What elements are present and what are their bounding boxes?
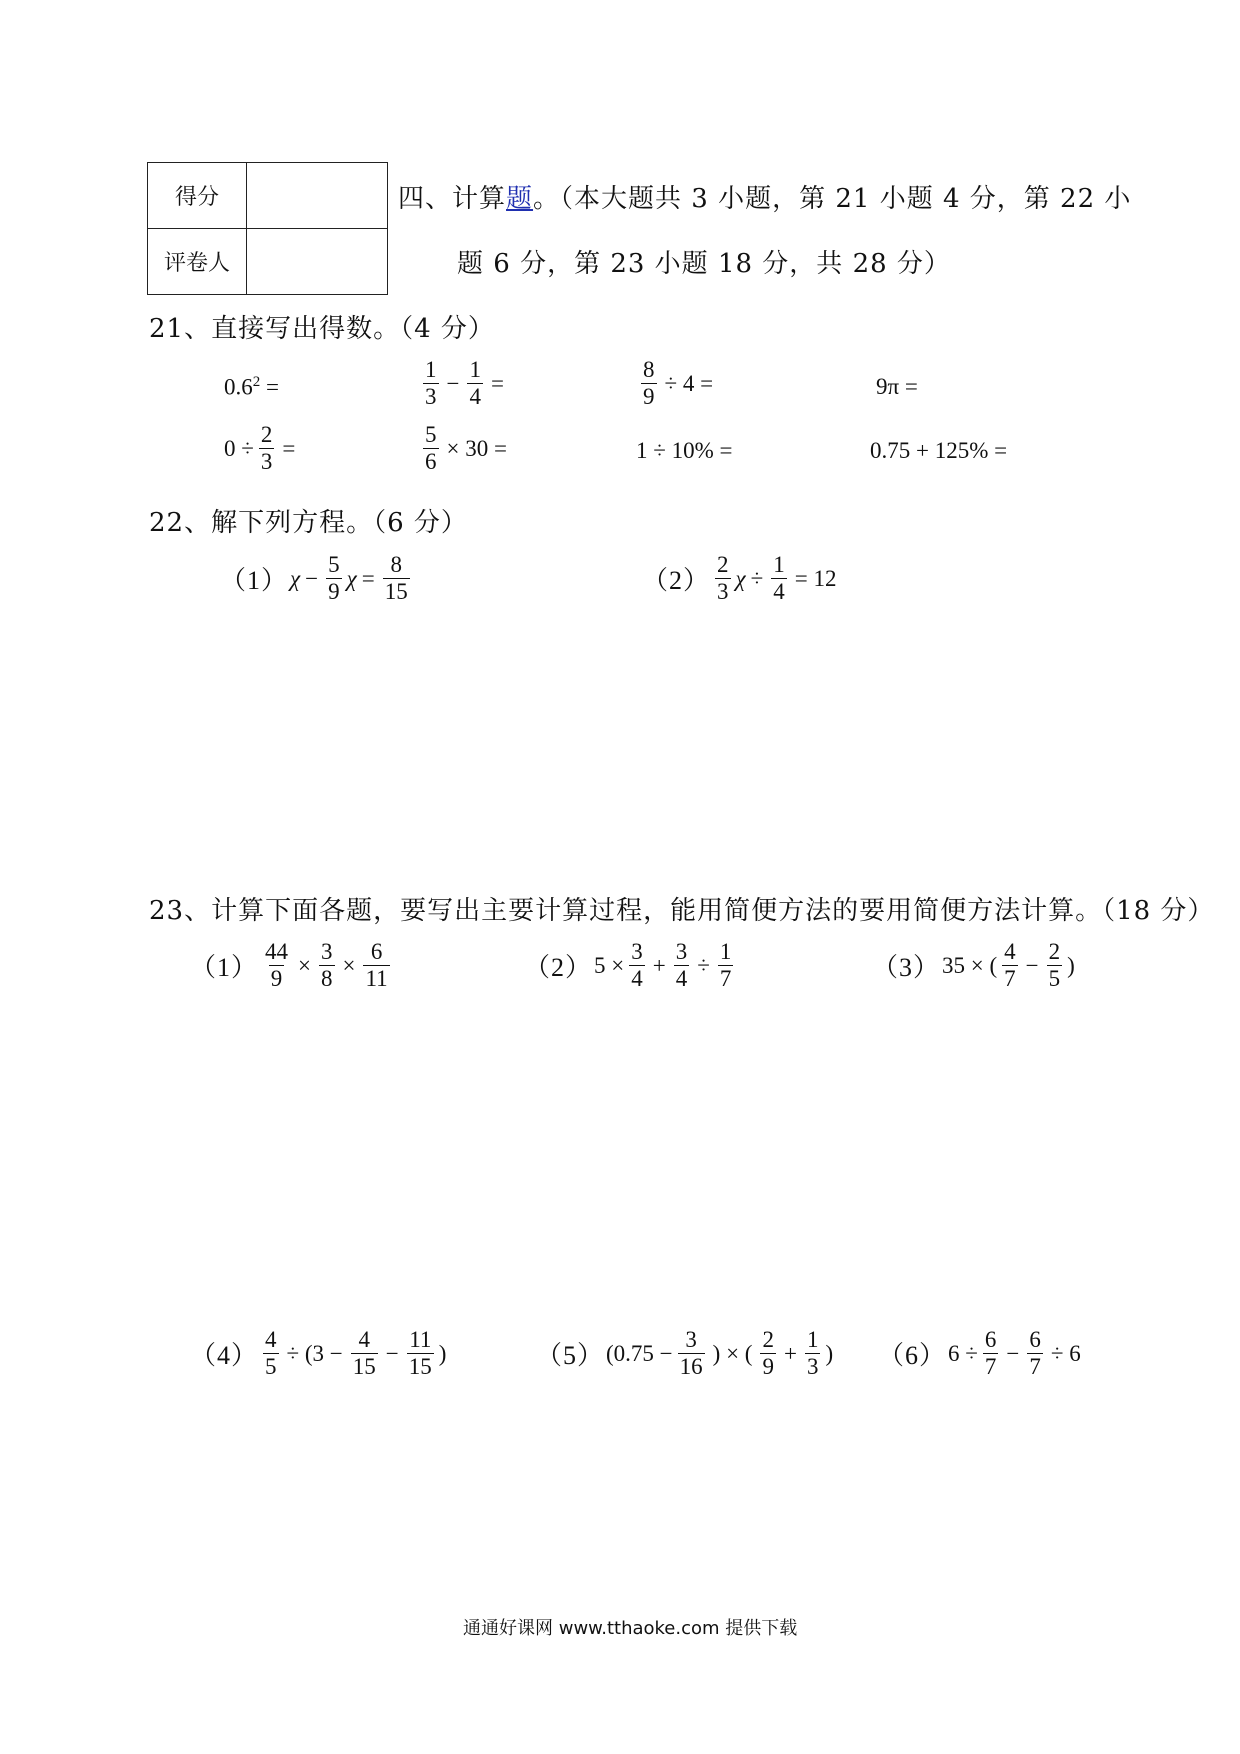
q23-problem-4: （4） $\frac{4}{5}$ ÷ (3 − $\frac{4}{15}$ − $\frac{11}{15}$ ) [190, 1327, 447, 1380]
q21-expr-6: $\frac{5}{6}$ × 30 = [425, 422, 507, 475]
q23-problem-5: （5） (0.75 − $\frac{3}{16}$ ) × ( $\frac{2}{9}$ + $\frac{1}{3}$ ) [536, 1327, 834, 1380]
score-blank-cell[interactable] [247, 163, 388, 229]
grader-blank-cell[interactable] [247, 229, 388, 295]
section-heading-line1 [398, 178, 1131, 215]
score-label: 得分 [148, 163, 247, 229]
q23-problem-3: （3） 35 × ( $\frac{4}{7}$ − $\frac{2}{5}$ ) [872, 939, 1075, 992]
footer-text: 通通好课网 www.tthaoke.com 提供下载 [463, 1618, 798, 1639]
q23-title: 23、计算下面各题，要写出主要计算过程，能用简便方法的要用简便方法计算。（18 分） [149, 896, 1215, 926]
section-heading-prefix: 四、计算 [398, 184, 507, 214]
q21-title: 21、直接写出得数。（4 分） [149, 314, 495, 344]
q23-problem-1: （1） $\frac{44}{9}$ × $\frac{3}{8}$ × $\frac{6}{11}$ [190, 939, 388, 992]
grader-label: 评卷人 [148, 229, 247, 295]
q22-problem-1: （1） χ − $\frac{5}{9}$ χ = $\frac{8}{15}$ [220, 552, 408, 605]
section-heading-link[interactable]: 题 [506, 184, 534, 214]
q23-problem-6: （6） 6 ÷ $\frac{6}{7}$ − $\frac{6}{7}$ ÷ 6 [878, 1327, 1081, 1380]
section-heading-suffix: 。（本大题共 3 小题，第 21 小题 4 分，第 22 小 [533, 184, 1132, 214]
q21-expr-1: $0.6^2$ = [224, 374, 279, 400]
score-table [147, 162, 388, 295]
q23-problem-2: （2） 5 × $\frac{3}{4}$ + $\frac{3}{4}$ ÷ $\frac{1}{7}$ [524, 939, 732, 992]
q21-expr-4: 9π = [876, 374, 918, 399]
q22-problem-2: （2） $\frac{2}{3}$ χ ÷ $\frac{1}{4}$ = 12 [642, 552, 837, 605]
q21-expr-2: $\frac{1}{3}$ − $\frac{1}{4}$ = [425, 357, 504, 410]
section-heading-line2: 题 6 分，第 23 小题 18 分，共 28 分） [457, 249, 951, 279]
q21-expr-5: 0 ÷ $\frac{2}{3}$ = [224, 422, 296, 475]
q21-expr-7: 1 ÷ 10% = [636, 438, 733, 463]
q22-title: 22、解下列方程。（6 分） [149, 508, 468, 538]
q21-expr-8: 0.75 + 125% = [870, 438, 1008, 463]
q21-expr-3: $\frac{8}{9}$ ÷ 4 = [643, 357, 714, 410]
